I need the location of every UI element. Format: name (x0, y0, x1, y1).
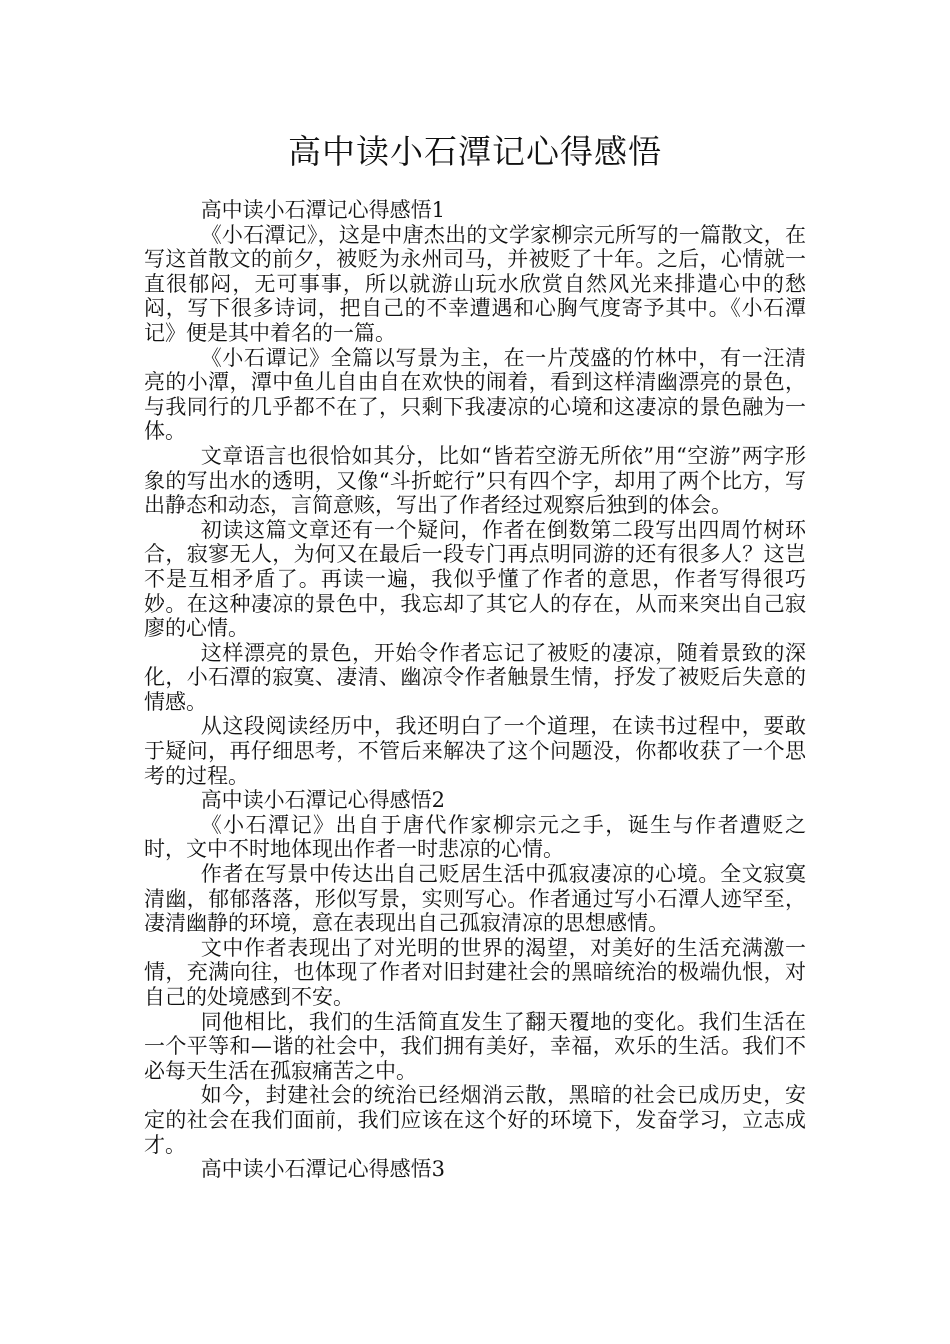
paragraph: 如今，封建社会的统治已经烟消云散，黑暗的社会已成历史，安定的社会在我们面前，我们应该在这个好的环境下，发奋学习，立志成才。 (144, 1083, 806, 1157)
section-3 (144, 1157, 806, 1182)
section-heading: 高中读小石潭记心得感悟1 (200, 198, 446, 222)
section-2 (144, 788, 806, 1157)
paragraph: 《小石谭记》全篇以写景为主，在一片茂盛的竹林中，有一汪清亮的小潭，潭中鱼儿自由自在欢快的闹着，看到这样清幽漂亮的景色，与我同行的几乎都不在了，只剩下我凄凉的心境和这凄凉的景色融为一体。 (144, 345, 806, 444)
paragraph: 这样漂亮的景色，开始令作者忘记了被贬的凄凉，随着景致的深化，小石潭的寂寞、凄清、幽凉令作者触景生情，抒发了被贬后失意的情感。 (144, 640, 806, 714)
section-1 (144, 198, 806, 788)
paragraph: 《小石潭记》，这是中唐杰出的文学家柳宗元所写的一篇散文，在写这首散文的前夕，被贬为永州司马，并被贬了十年。之后，心情就一直很郁闷，无可事事，所以就游山玩水欣赏自然风光来排遣心中的愁闷，写下很多诗词，把自己的不幸遭遇和心胸气度寄予其中。《小石潭记》便是其中着名的一篇。 (144, 222, 806, 345)
paragraph: 同他相比，我们的生活简直发生了翻天覆地的变化。我们生活在一个平等和—谐的社会中，我们拥有美好，幸福，欢乐的生活。我们不必每天生活在孤寂痛苦之中。 (144, 1009, 806, 1083)
paragraph: 从这段阅读经历中，我还明白了一个道理，在读书过程中，要敢于疑问，再仔细思考，不管后来解决了这个问题没，你都收获了一个思考的过程。 (144, 714, 806, 788)
paragraph: 初读这篇文章还有一个疑问，作者在倒数第二段写出四周竹树环合，寂寥无人，为何又在最后一段专门再点明同游的还有很多人？这岂不是互相矛盾了。再读一遍，我似乎懂了作者的意思，作者写得很巧妙。在这种凄凉的景色中，我忘却了其它人的存在，从而来突出自己寂廖的心情。 (144, 517, 806, 641)
page-title: 高中读小石潭记心得感悟 (288, 132, 662, 171)
document-page (144, 120, 806, 1182)
paragraph: 《小石潭记》出自于唐代作家柳宗元之手，诞生与作者遭贬之时，文中不时地体现出作者一时悲凉的心情。 (144, 812, 806, 862)
paragraph: 作者在写景中传达出自己贬居生活中孤寂凄凉的心境。全文寂寞清幽，郁郁落落，形似写景，实则写心。作者通过写小石潭人迹罕至，凄清幽静的环境，意在表现出自己孤寂清凉的思想感情。 (144, 862, 806, 936)
section-heading: 高中读小石潭记心得感悟2 (200, 788, 446, 813)
section-heading: 高中读小石潭记心得感悟3 (200, 1157, 446, 1182)
paragraph: 文中作者表现出了对光明的世界的渴望，对美好的生活充满激一情，充满向往，也体现了作者对旧封建社会的黑暗统治的极端仇恨，对自己的处境感到不安。 (144, 935, 806, 1009)
paragraph: 文章语言也很恰如其分，比如“皆若空游无所依”用“空游”两字形象的写出水的透明，又像“斗折蛇行”只有四个字，却用了两个比方，写出静态和动态，言简意赅，写出了作者经过观察后独到的体会。 (144, 443, 806, 518)
